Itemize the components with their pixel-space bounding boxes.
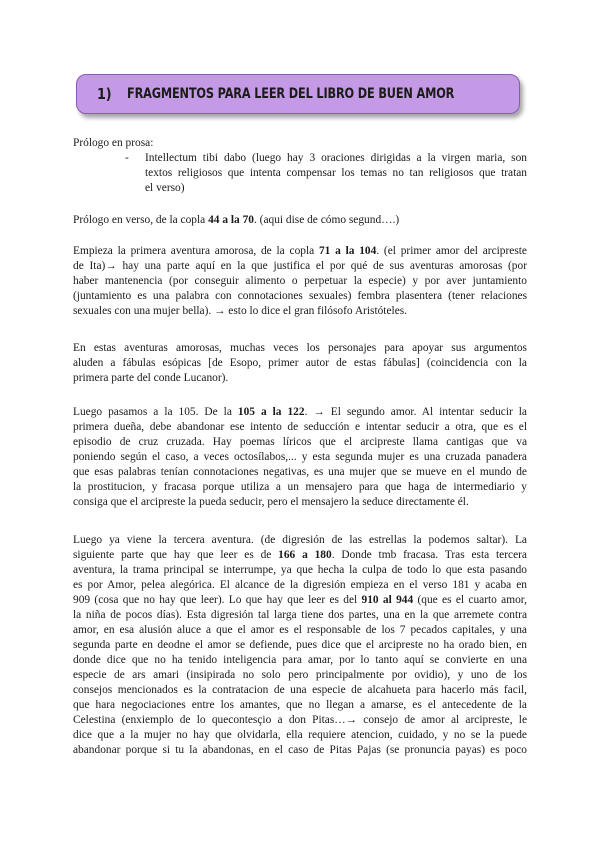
text-run: Prólogo en verso, de la copla <box>73 214 209 226</box>
paragraph-line: que hara negociaciones entre los amantes, que no llegan a amarse, es el antecedente de la <box>73 699 527 711</box>
paragraph-fabulas <box>73 341 527 386</box>
paragraph-line: abandonar porque si tu la abandonas, en el caso de Pitas Pajas (se pronuncia payas) es poco <box>73 744 527 756</box>
paragraph-line: En estas aventuras amorosas, muchas veces los personajes para apoyar sus argumentos <box>73 342 527 354</box>
paragraph-line: amor, en esa alusión aluce a que el amor es el responsable de los 7 pecados capitales, y una <box>73 624 527 636</box>
paragraph-line: poniendo según el caso, a veces octosílabos,... y esta segunda mujer es una cruzada panadera <box>73 451 527 463</box>
paragraph-line: de Ita)→ hay una parte aquí en la que justifica el por qué de sus aventuras amorosas (por <box>73 260 527 272</box>
paragraph-line: (juntamiento es una palabra con connotaciones sexuales) fembra plasentera (tener relaciones <box>73 290 527 302</box>
paragraph-line <box>73 405 527 420</box>
paragraph-line: haber mantenencia (por conseguir alimento o perpetuar la especie) y por aver juntamiento <box>73 275 527 287</box>
prologo-verso-paragraph <box>73 213 527 228</box>
paragraph-line: es por Amor, pelea alegórica. El alcance de la digresión empieza en el verso 181 y acaba en <box>73 579 527 591</box>
section-title: FRAGMENTOS PARA LEER DEL LIBRO DE BUEN AMOR <box>127 86 455 102</box>
paragraph-segundo-amor <box>73 405 527 510</box>
paragraph-line: consejos mencionados es la contratacion de una especie de alcahueta para hacerlo más facil, <box>73 684 527 696</box>
prologo-prosa-item <box>145 151 527 196</box>
paragraph-line: donde dice que no ha tenido inteligencia para amar, por lo tanto aquí se convierte en una <box>73 654 527 666</box>
bold-range: 910 al 944 <box>361 594 414 606</box>
text-run: . (el primer amor del arcipreste <box>376 245 527 257</box>
bold-range: 105 a la 122 <box>237 406 305 418</box>
section-number: 1) <box>97 85 112 103</box>
paragraph-line: especie de ars amari (insipirada no solo pero principalmente por ovidio), y uno de los <box>73 669 527 681</box>
paragraph-line: dice que a la mujer no hay que olvidarla, ella requiere atencion, cuidado, y no se la puede <box>73 729 527 741</box>
item-line: Intellectum tibi dabo (luego hay 3 oraciones dirigidas a la virgen maria, son <box>145 152 527 164</box>
text-run: . → El segundo amor. Al intentar seducir la <box>304 406 527 418</box>
heading-text: Prólogo en prosa: <box>73 137 154 149</box>
paragraph-line <box>73 593 527 608</box>
section-banner <box>76 74 520 114</box>
text-run: siguiente parte que hay que leer es de <box>73 549 279 561</box>
paragraph-line <box>73 548 527 563</box>
item-line: textos religiosos que intenta compensar los temas no tan religiosos que tratan <box>145 167 527 179</box>
bold-range: 71 a la 104 <box>318 245 377 257</box>
bold-range: 44 a la 70 <box>208 214 254 226</box>
paragraph-line: episodio de cruz cruzada. Hay poemas líricos que el arcipreste llama cantigas que va <box>73 436 527 448</box>
text-run: . Donde tmb fracasa. Tras esta tercera <box>331 549 527 561</box>
item-line: el verso) <box>145 182 185 194</box>
paragraph-line: Luego ya viene la tercera aventura. (de digresión de las estrellas la podemos saltar). La <box>73 534 527 546</box>
paragraph-line: consiga que el arcipreste la pueda seducir, pero el mensajero la seduce directamente él. <box>73 496 469 508</box>
paragraph-line: segunda parte en deodne el amor se defiende, pues dice que el arcipreste no ha orado bien, en <box>73 639 527 651</box>
paragraph-line: primera parte del conde Lucanor). <box>73 372 229 384</box>
bullet-dash: - <box>125 152 129 164</box>
text-run: . (aqui dise de cómo segund….) <box>253 214 400 226</box>
paragraph-line: primera dueña, debe abandonar ese intento de seducción e intentar seducir a otra, que es el <box>73 421 527 433</box>
paragraph-line: aventura, la trama principal se interrumpe, ya que hecha la culpa de todo lo que esta pasando <box>73 564 527 576</box>
paragraph-tercera-aventura <box>73 533 527 758</box>
text-run: (que es el cuarto amor, <box>413 594 527 606</box>
paragraph-line: que esas palabras tenían connotaciones negativas, es una mujer que se mueve en el mundo de <box>73 466 527 478</box>
paragraph-line: la prostitucion, y fracasa porque utiliza a un mensajero para que haga de intermediario y <box>73 481 527 493</box>
paragraph-line: sexuales con una mujer bella). → esto lo dice el gran filósofo Aristóteles. <box>73 305 408 317</box>
text-run: Empieza la primera aventura amorosa, de la copla <box>73 245 319 257</box>
prologo-prosa-heading <box>73 136 527 151</box>
text-run: Luego pasamos a la 105. De la <box>73 406 238 418</box>
paragraph-primera-aventura <box>73 244 527 319</box>
text-run: 909 (cosa que no hay que leer). Lo que hay que leer es del <box>73 594 362 606</box>
paragraph-line <box>73 244 527 259</box>
paragraph-line: la niña de pocos días). Esta digresión tal larga tiene dos partes, una en la que arremete contra <box>73 609 527 621</box>
paragraph-line: Celestina (enxiemplo de lo quecontesçio a don Pitas…→ consejo de amor al arcipreste, le <box>73 714 527 726</box>
bold-range: 166 a 180 <box>278 549 332 561</box>
paragraph-line: aluden a fábulas esópicas [de Esopo, primer autor de estas fábulas] (coincidencia con la <box>73 357 527 369</box>
